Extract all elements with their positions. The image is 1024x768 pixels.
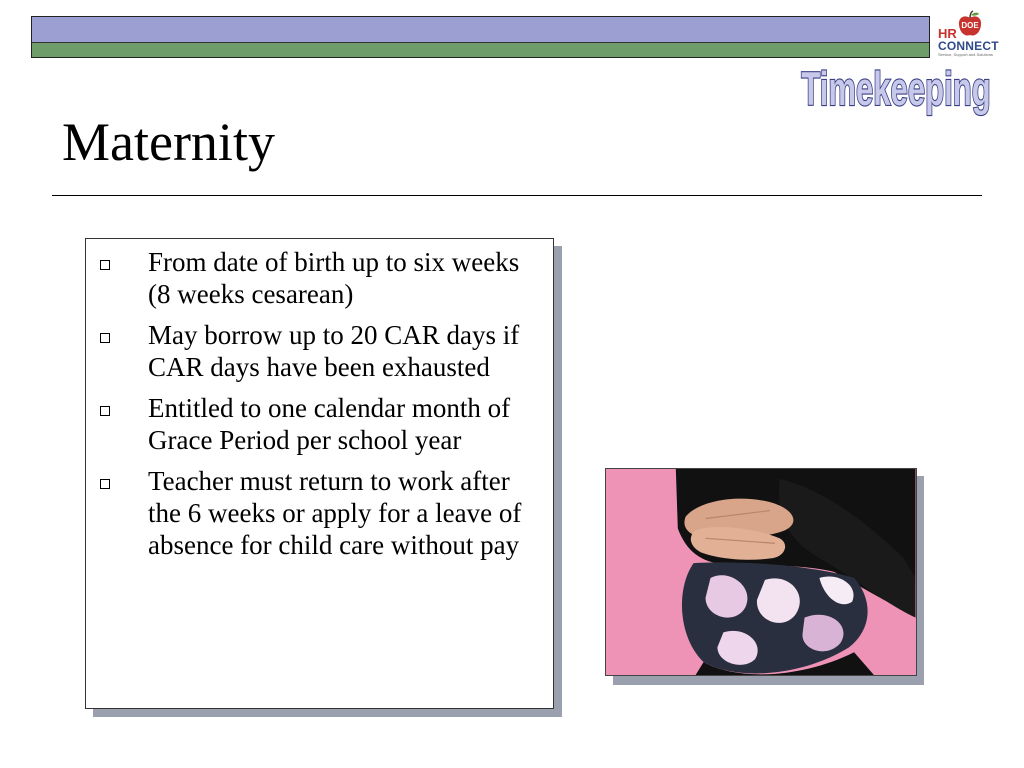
hollow-square-bullet-icon — [100, 260, 110, 270]
list-item-text: May borrow up to 20 CAR days if CAR days have been exhausted — [148, 320, 520, 382]
list-item — [86, 246, 553, 310]
title-divider — [52, 195, 982, 196]
page-title: Maternity — [62, 112, 275, 172]
photo-illustration — [606, 469, 916, 675]
list-item-text: From date of birth up to six weeks (8 weeks cesarean) — [148, 247, 520, 309]
list-item-text: Entitled to one calendar month of Grace Period per school year — [148, 393, 511, 455]
hollow-square-bullet-icon — [100, 333, 110, 343]
header-bar-bottom-band — [32, 42, 929, 57]
logo-hr-text: HR — [938, 26, 957, 41]
content-box — [85, 238, 554, 709]
section-label — [780, 62, 1012, 122]
header-bar-top-band — [32, 17, 929, 42]
section-label-text: Timekeeping — [801, 63, 991, 116]
hr-connect-logo — [936, 10, 1016, 62]
list-item — [86, 465, 553, 561]
list-item-text: Teacher must return to work after the 6 weeks or apply for a leave of absence for child care without pay — [148, 466, 522, 560]
hollow-square-bullet-icon — [100, 479, 110, 489]
logo-doe-badge: DOE — [961, 21, 979, 30]
logo-connect-text: CONNECT — [938, 39, 999, 53]
pregnant-woman-photo — [605, 468, 917, 676]
hollow-square-bullet-icon — [100, 406, 110, 416]
bullet-list — [86, 239, 553, 561]
list-item — [86, 319, 553, 383]
logo-tagline: Service, Support and Solutions — [938, 52, 993, 57]
list-item — [86, 392, 553, 456]
header-color-bar — [31, 16, 930, 58]
